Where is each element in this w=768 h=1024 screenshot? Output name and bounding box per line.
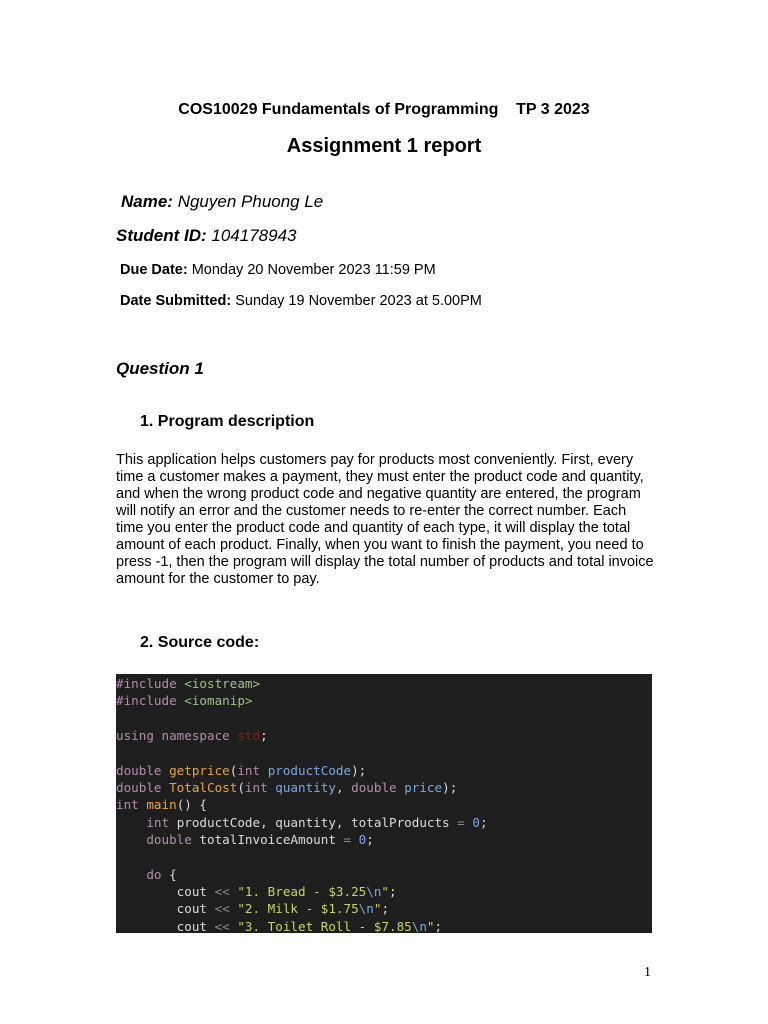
code-token: double bbox=[146, 832, 200, 848]
name-label: Name: bbox=[121, 192, 173, 211]
code-line bbox=[116, 676, 260, 691]
code-token: ); bbox=[351, 762, 367, 778]
page-number: 1 bbox=[644, 965, 651, 980]
student-id-value: 104178943 bbox=[211, 226, 297, 245]
code-token: << bbox=[214, 918, 230, 933]
code-token: ; bbox=[381, 901, 390, 917]
code-token: " bbox=[381, 884, 390, 900]
code-token: ; bbox=[434, 918, 443, 933]
code-token: ; bbox=[389, 884, 397, 900]
code-token: <iomanip> bbox=[184, 693, 253, 709]
code-token: price bbox=[404, 780, 443, 796]
program-description: This application helps customers pay for products most conveniently. First, every time a customer makes a payment, they must enter the product code and quantity, and when the wrong product code and negative quantity are entered, the program will notify an error and the customer needs to re-enter the correct number. Each time you enter the product code and quantity of each type, it will display the total amount of each product. Finally, when you want to finish the payment, you need to press -1, then the program will display the total number of products and total invoice amount for the customer to pay. bbox=[116, 452, 654, 587]
code-line bbox=[116, 797, 207, 812]
code-token: #include bbox=[116, 676, 185, 691]
code-line bbox=[116, 919, 442, 933]
code-token: std bbox=[237, 728, 261, 744]
code-token: getprice bbox=[169, 762, 230, 778]
code-token: ; bbox=[480, 814, 488, 830]
code-token: \n bbox=[358, 901, 374, 917]
source-code-text bbox=[116, 674, 652, 933]
code-token: << bbox=[214, 901, 230, 917]
code-token: = bbox=[457, 814, 465, 830]
code-token: productCode bbox=[267, 762, 352, 778]
date-submitted-value: Sunday 19 November 2023 at 5.00PM bbox=[235, 293, 482, 309]
code-token: "3. Toilet Roll - $7.85 bbox=[237, 918, 412, 933]
report-title: Assignment 1 report bbox=[286, 135, 482, 157]
code-token: , bbox=[335, 780, 352, 796]
code-line bbox=[116, 780, 457, 795]
code-token: \n bbox=[411, 918, 427, 933]
code-token: int bbox=[146, 814, 177, 830]
code-token: #include bbox=[116, 693, 185, 709]
code-token: cout bbox=[116, 884, 215, 900]
code-token: cout bbox=[116, 901, 215, 917]
due-date-label: Due Date: bbox=[120, 262, 188, 278]
code-token: " bbox=[426, 918, 435, 933]
code-token: int bbox=[116, 797, 147, 813]
code-token: double bbox=[116, 780, 170, 796]
code-token: quantity bbox=[275, 780, 336, 796]
code-token: productCode, quantity, totalProducts bbox=[176, 814, 458, 830]
code-line bbox=[116, 815, 488, 830]
code-token: "1. Bread - $3.25 bbox=[237, 884, 367, 900]
student-id-row bbox=[116, 226, 296, 246]
code-token: ; bbox=[260, 728, 268, 744]
date-submitted-row bbox=[120, 293, 482, 309]
code-token: int bbox=[244, 780, 276, 796]
code-line bbox=[116, 901, 389, 916]
section-heading-description: 1. Program description bbox=[140, 413, 315, 430]
code-token: ; bbox=[366, 832, 374, 848]
code-token: int bbox=[237, 762, 268, 778]
code-token: double bbox=[116, 762, 170, 778]
code-line bbox=[116, 693, 253, 708]
code-line bbox=[116, 884, 397, 899]
code-token: " bbox=[373, 901, 382, 917]
code-token: do bbox=[146, 866, 162, 882]
date-submitted-label: Date Submitted: bbox=[120, 293, 232, 309]
code-token: "2. Milk - $1.75 bbox=[237, 901, 359, 917]
question-title: Question 1 bbox=[116, 359, 204, 378]
code-token: { bbox=[161, 866, 177, 882]
code-token: using namespace bbox=[116, 728, 238, 744]
code-token: \n bbox=[366, 884, 382, 900]
due-date-row bbox=[120, 262, 436, 278]
code-line bbox=[116, 763, 366, 778]
code-token: ( bbox=[237, 780, 245, 796]
code-token bbox=[116, 815, 146, 830]
code-token: () { bbox=[176, 797, 208, 813]
student-name-row bbox=[121, 192, 323, 212]
code-line bbox=[116, 867, 177, 882]
code-token: ( bbox=[229, 762, 238, 778]
code-token: TotalCost bbox=[169, 780, 238, 796]
course-header: COS10029 Fundamentals of Programming TP 3 2023 bbox=[178, 101, 590, 118]
code-token: totalInvoiceAmount bbox=[199, 832, 344, 848]
code-token bbox=[116, 867, 146, 882]
code-token bbox=[116, 832, 146, 847]
code-token: main bbox=[146, 797, 177, 813]
code-token: 0 bbox=[358, 832, 367, 848]
code-token bbox=[351, 832, 359, 847]
code-token: 0 bbox=[472, 814, 481, 830]
code-token: = bbox=[343, 832, 352, 848]
section-heading-source-code: 2. Source code: bbox=[140, 634, 260, 651]
code-token: double bbox=[351, 780, 405, 796]
code-line bbox=[116, 728, 268, 743]
due-date-value: Monday 20 November 2023 11:59 PM bbox=[191, 262, 436, 278]
name-value: Nguyen Phuong Le bbox=[177, 192, 324, 211]
code-line bbox=[116, 832, 374, 847]
code-token: << bbox=[214, 884, 230, 900]
code-token: ); bbox=[442, 780, 458, 796]
source-code-block bbox=[116, 674, 652, 933]
code-token: <iostream> bbox=[184, 676, 261, 691]
student-id-label: Student ID: bbox=[116, 226, 207, 245]
code-token: cout bbox=[116, 918, 215, 933]
